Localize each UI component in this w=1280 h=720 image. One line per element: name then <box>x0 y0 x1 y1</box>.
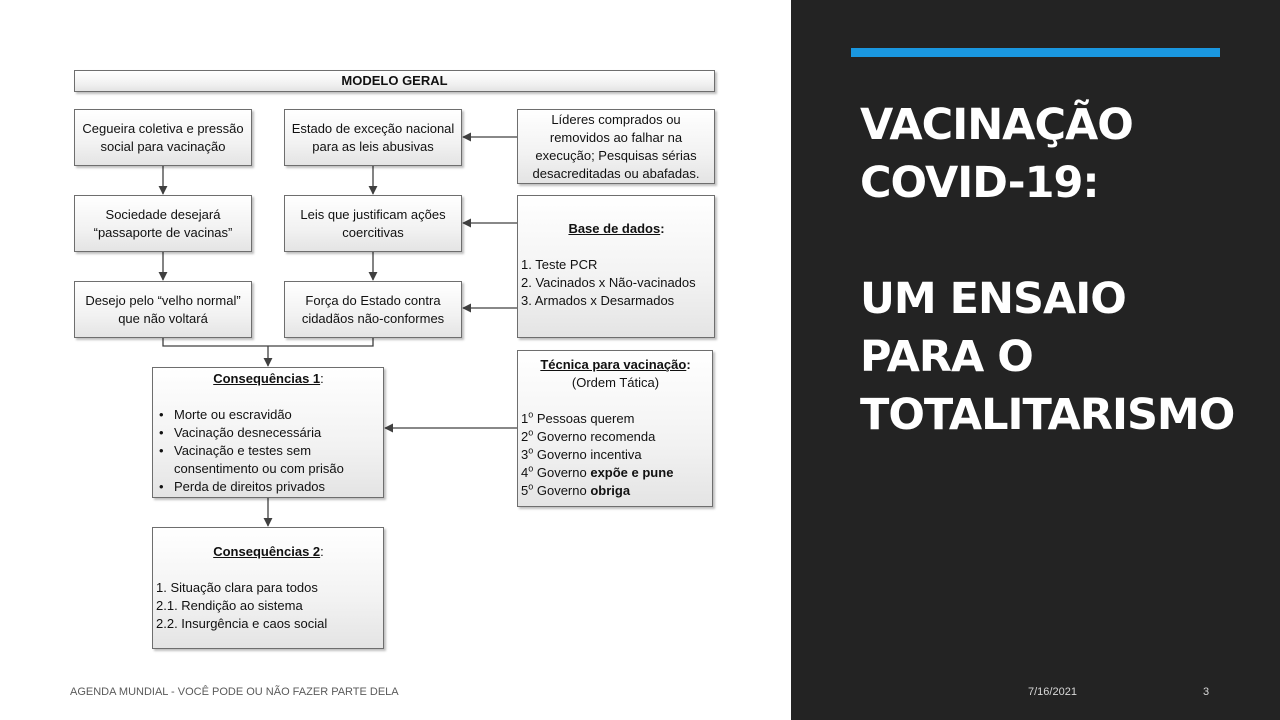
step-number: 3 <box>521 447 529 462</box>
step-ordinal: o <box>528 481 534 492</box>
list-item: 2.1. Rendição ao sistema <box>156 598 303 613</box>
database-item: 2. Vacinados x Não-vacinados <box>521 275 696 290</box>
box-old-normal <box>74 281 252 338</box>
title-panel <box>791 0 1280 720</box>
footer-date: 7/16/2021 <box>1028 686 1077 698</box>
diagram-header <box>74 70 715 92</box>
consequences1-title: Consequências 1 <box>213 371 321 386</box>
box-state-force <box>284 281 462 338</box>
box-text-line: Desejo pelo “velho normal” <box>85 292 241 308</box>
box-leaders <box>517 109 715 184</box>
box-text-line: Força do Estado contra <box>305 292 441 308</box>
box-text-line: Líderes comprados ou <box>551 111 681 127</box>
box-text-line: “passaporte de vacinas” <box>93 224 233 240</box>
title-line: PARA O <box>860 332 1033 382</box>
diagram-header-text: MODELO GERAL <box>341 73 448 88</box>
list-item: • Perda de direitos privados <box>156 478 381 496</box>
step-ordinal: o <box>528 463 534 474</box>
technique-step <box>521 464 710 482</box>
step-bold: expõe e pune <box>590 465 674 480</box>
box-consequences-1 <box>152 367 384 498</box>
database-title: Base de dados <box>568 221 661 236</box>
box-text-line: social para vacinação <box>100 138 226 154</box>
box-text-line: Leis que justificam ações <box>300 206 446 222</box>
step-text: Governo <box>533 465 591 480</box>
box-text-line: coercitivas <box>342 224 404 240</box>
step-number: 1 <box>521 411 529 426</box>
step-number: 5 <box>521 483 529 498</box>
box-technique <box>517 350 713 507</box>
title-line <box>860 212 1270 270</box>
database-item: 1. Teste PCR <box>521 257 598 272</box>
technique-title-suffix: : <box>686 357 691 372</box>
step-number: 2 <box>521 429 529 444</box>
merge-bracket <box>163 338 373 346</box>
slide-title <box>860 96 1270 444</box>
step-text: Governo recomenda <box>533 429 656 444</box>
title-line: UM ENSAIO <box>860 274 1126 324</box>
title-line: COVID-19: <box>860 158 1099 208</box>
consequences1-title-suffix: : <box>320 371 324 386</box>
technique-step <box>521 410 710 428</box>
technique-subtitle: (Ordem Tática) <box>571 375 660 390</box>
accent-bar <box>851 48 1220 57</box>
technique-step <box>521 446 710 464</box>
step-ordinal: o <box>528 409 534 420</box>
box-text-line: desacreditadas ou abafadas. <box>532 165 700 181</box>
title-line: VACINAÇÃO <box>860 100 1133 150</box>
box-coercive-laws <box>284 195 462 252</box>
footer-text: AGENDA MUNDIAL - VOCÊ PODE OU NÃO FAZER PARTE DELA <box>70 686 399 698</box>
technique-title-row <box>521 356 710 374</box>
list-item: 1. Situação clara para todos <box>156 580 318 595</box>
step-text: Governo incentiva <box>533 447 642 462</box>
list-item: • Vacinação e testes sem consentimento ou com prisão <box>156 442 381 478</box>
box-consequences-2 <box>152 527 384 649</box>
box-text-line: Cegueira coletiva e pressão <box>82 120 244 136</box>
list-item: 2.2. Insurgência e caos social <box>156 616 328 631</box>
box-collective-blindness <box>74 109 252 166</box>
consequences2-title: Consequências 2 <box>213 544 321 559</box>
technique-title: Técnica para vacinação <box>540 357 687 372</box>
box-text-line: Sociedade desejará <box>105 206 221 222</box>
box-vaccine-passport <box>74 195 252 252</box>
box-text-line: removidos ao falhar na <box>549 129 683 145</box>
box-text-line: cidadãos não-conformes <box>301 310 445 326</box>
step-text: Pessoas querem <box>533 411 635 426</box>
consequences1-list <box>156 406 381 496</box>
box-text-line: execução; Pesquisas sérias <box>535 147 697 163</box>
list-item: • Vacinação desnecessária <box>156 424 381 442</box>
step-ordinal: o <box>528 445 534 456</box>
step-bold: obriga <box>590 483 631 498</box>
database-item: 3. Armados x Desarmados <box>521 293 675 308</box>
technique-step <box>521 428 710 446</box>
consequences1-title-row <box>156 370 381 388</box>
step-ordinal: o <box>528 427 534 438</box>
box-state-of-exception <box>284 109 462 166</box>
title-line: TOTALITARISMO <box>860 390 1235 440</box>
box-text-line: Estado de exceção nacional <box>291 120 455 136</box>
database-title-suffix: : <box>660 221 665 236</box>
page-number: 3 <box>1203 686 1210 698</box>
box-database <box>517 195 715 338</box>
technique-step <box>521 482 710 500</box>
step-number: 4 <box>521 465 529 480</box>
consequences2-title-suffix: : <box>320 544 324 559</box>
box-text-line: para as leis abusivas <box>312 138 434 154</box>
step-text: Governo <box>533 483 591 498</box>
database-title-row <box>521 220 712 238</box>
list-item: • Morte ou escravidão <box>156 406 381 424</box>
box-text-line: que não voltará <box>118 310 208 326</box>
consequences2-title-row <box>156 543 381 561</box>
